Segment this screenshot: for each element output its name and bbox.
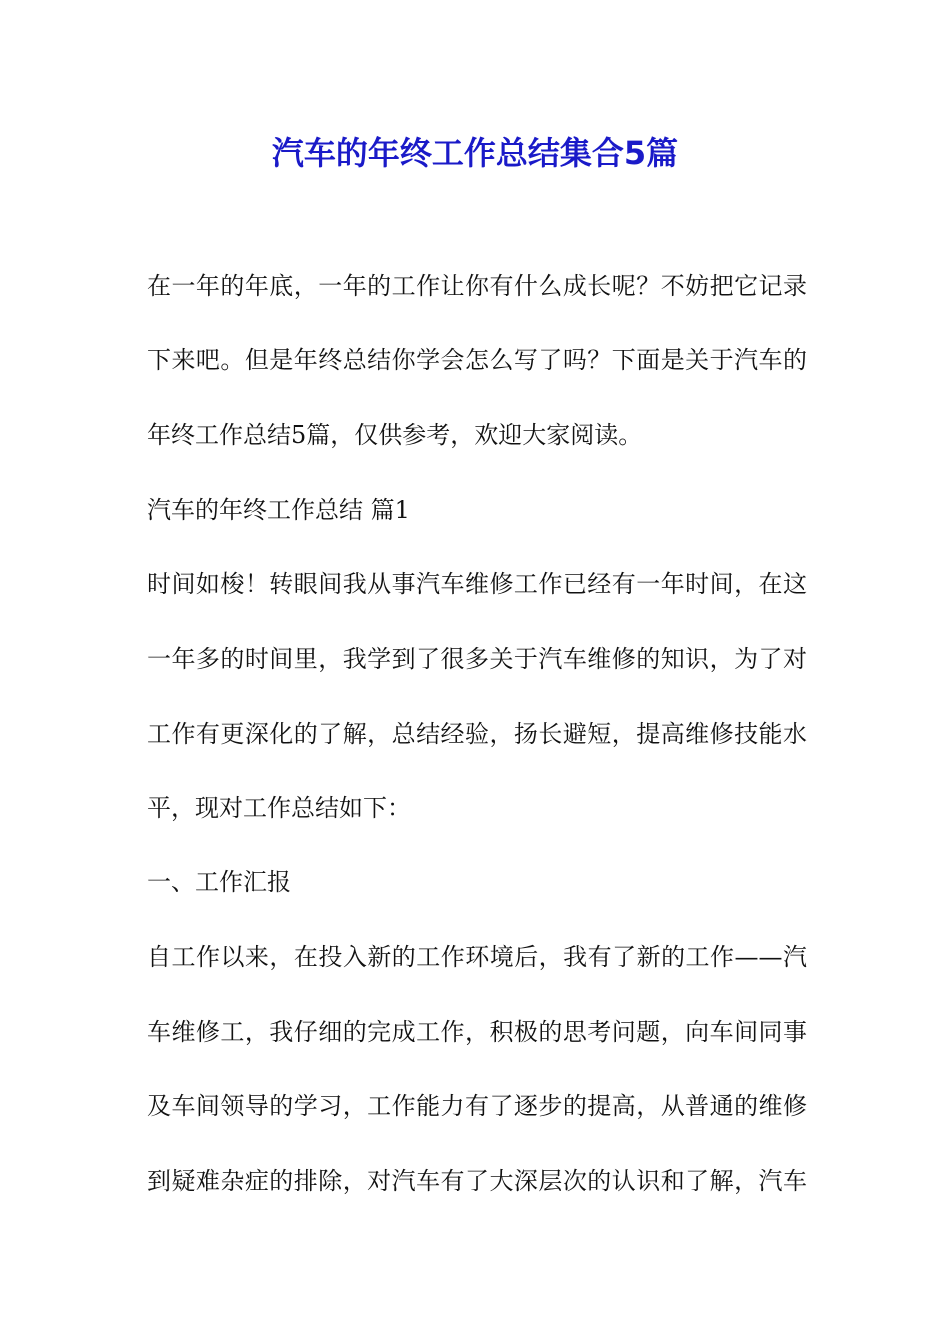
paragraph-line: 工作有更深化的了解，总结经验，扬长避短，提高维修技能水: [147, 720, 807, 748]
paragraph-line: 下来吧。但是年终总结你学会怎么写了吗？下面是关于汽车的: [147, 346, 807, 374]
paragraph-line: 年终工作总结5篇，仅供参考，欢迎大家阅读。: [147, 421, 643, 449]
paragraph-line: 车维修工，我仔细的完成工作，积极的思考问题，向车间同事: [147, 1018, 807, 1046]
paragraph-line: 时间如梭！转眼间我从事汽车维修工作已经有一年时间，在这: [147, 570, 807, 598]
paragraph-line: 自工作以来，在投入新的工作环境后，我有了新的工作——汽: [147, 943, 807, 971]
paragraph-line: 及车间领导的学习，工作能力有了逐步的提高，从普通的维修: [147, 1092, 807, 1120]
paragraph-line: 到疑难杂症的排除，对汽车有了大深层次的认识和了解，汽车: [147, 1167, 807, 1195]
paragraph-line: 平，现对工作总结如下：: [147, 794, 411, 822]
document-title: 汽车的年终工作总结集合5篇: [271, 134, 679, 172]
paragraph-line: 一年多的时间里，我学到了很多关于汽车维修的知识，为了对: [147, 645, 807, 673]
subsection-heading: 一、工作汇报: [147, 868, 291, 896]
section-heading: 汽车的年终工作总结 篇1: [147, 496, 410, 524]
paragraph-line: 在一年的年底，一年的工作让你有什么成长呢？不妨把它记录: [147, 272, 807, 300]
